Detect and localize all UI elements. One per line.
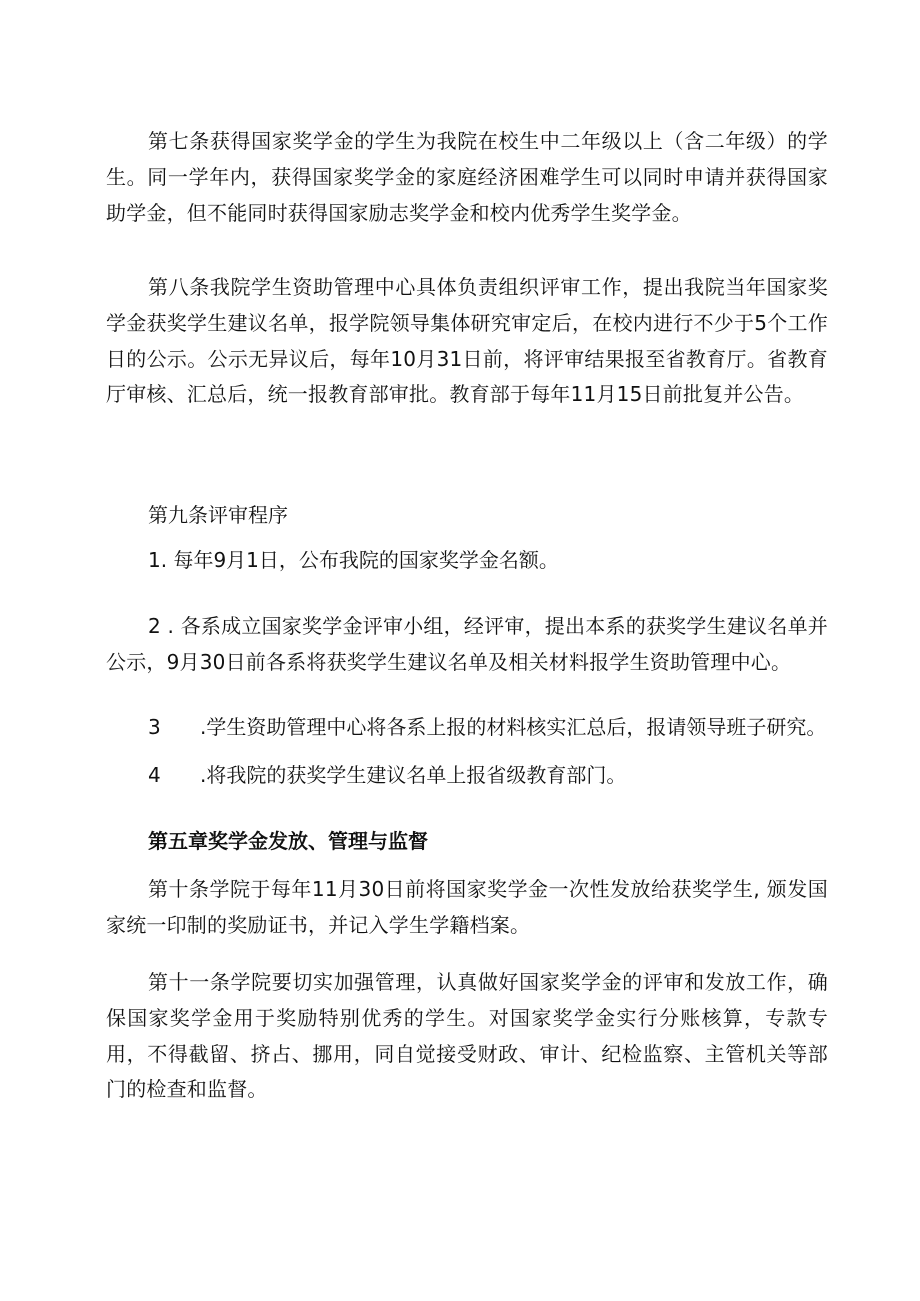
procedure-step-3 bbox=[148, 712, 826, 742]
procedure-step-1: 1. 每年9月1日，公布我院的国家奖学金名额。 bbox=[148, 548, 559, 572]
procedure-step-4 bbox=[148, 760, 626, 790]
article-8-paragraph: 第八条我院学生资助管理中心具体负责组织评审工作，提出我院当年国家奖学金获奖学生建议名单，报学院领导集体研究审定后，在校内进行不少于5个工作日的公示。公示无异议后，每年10月31日前，将评审结果报至省教育厅。省教育厅审核、汇总后，统一报教育部审批。教育部于每年11月15日前批复并公告。 bbox=[106, 275, 828, 407]
article-9-title: 第九条评审程序 bbox=[148, 503, 288, 527]
article-10-paragraph: 第十条学院于每年11月30日前将国家奖学金一次性发放给获奖学生, 颁发国家统一印制的奖励证书，并记入学生学籍档案。 bbox=[106, 877, 828, 937]
step-4-text: .将我院的获奖学生建议名单上报省级教育部门。 bbox=[200, 763, 627, 787]
chapter-5-heading: 第五章奖学金发放、管理与监督 bbox=[148, 829, 428, 853]
step-4-number: 4 bbox=[148, 763, 161, 787]
step-3-text: .学生资助管理中心将各系上报的材料核实汇总后，报请领导班子研究。 bbox=[200, 715, 827, 739]
step-3-number: 3 bbox=[148, 715, 161, 739]
article-11-paragraph: 第十一条学院要切实加强管理，认真做好国家奖学金的评审和发放工作，确保国家奖学金用于奖励特别优秀的学生。对国家奖学金实行分账核算，专款专用，不得截留、挤占、挪用，同自觉接受财政、审计、纪检监察、主管机关等部门的检查和监督。 bbox=[106, 970, 828, 1102]
procedure-step-2: 2 . 各系成立国家奖学金评审小组，经评审，提出本系的获奖学生建议名单并公示，9月30日前各系将获奖学生建议名单及相关材料报学生资助管理中心。 bbox=[106, 614, 828, 674]
article-7-paragraph: 第七条获得国家奖学金的学生为我院在校生中二年级以上（含二年级）的学生。同一学年内，获得国家奖学金的家庭经济困难学生可以同时申请并获得国家助学金，但不能同时获得国家励志奖学金和校内优秀学生奖学金。 bbox=[106, 129, 828, 225]
